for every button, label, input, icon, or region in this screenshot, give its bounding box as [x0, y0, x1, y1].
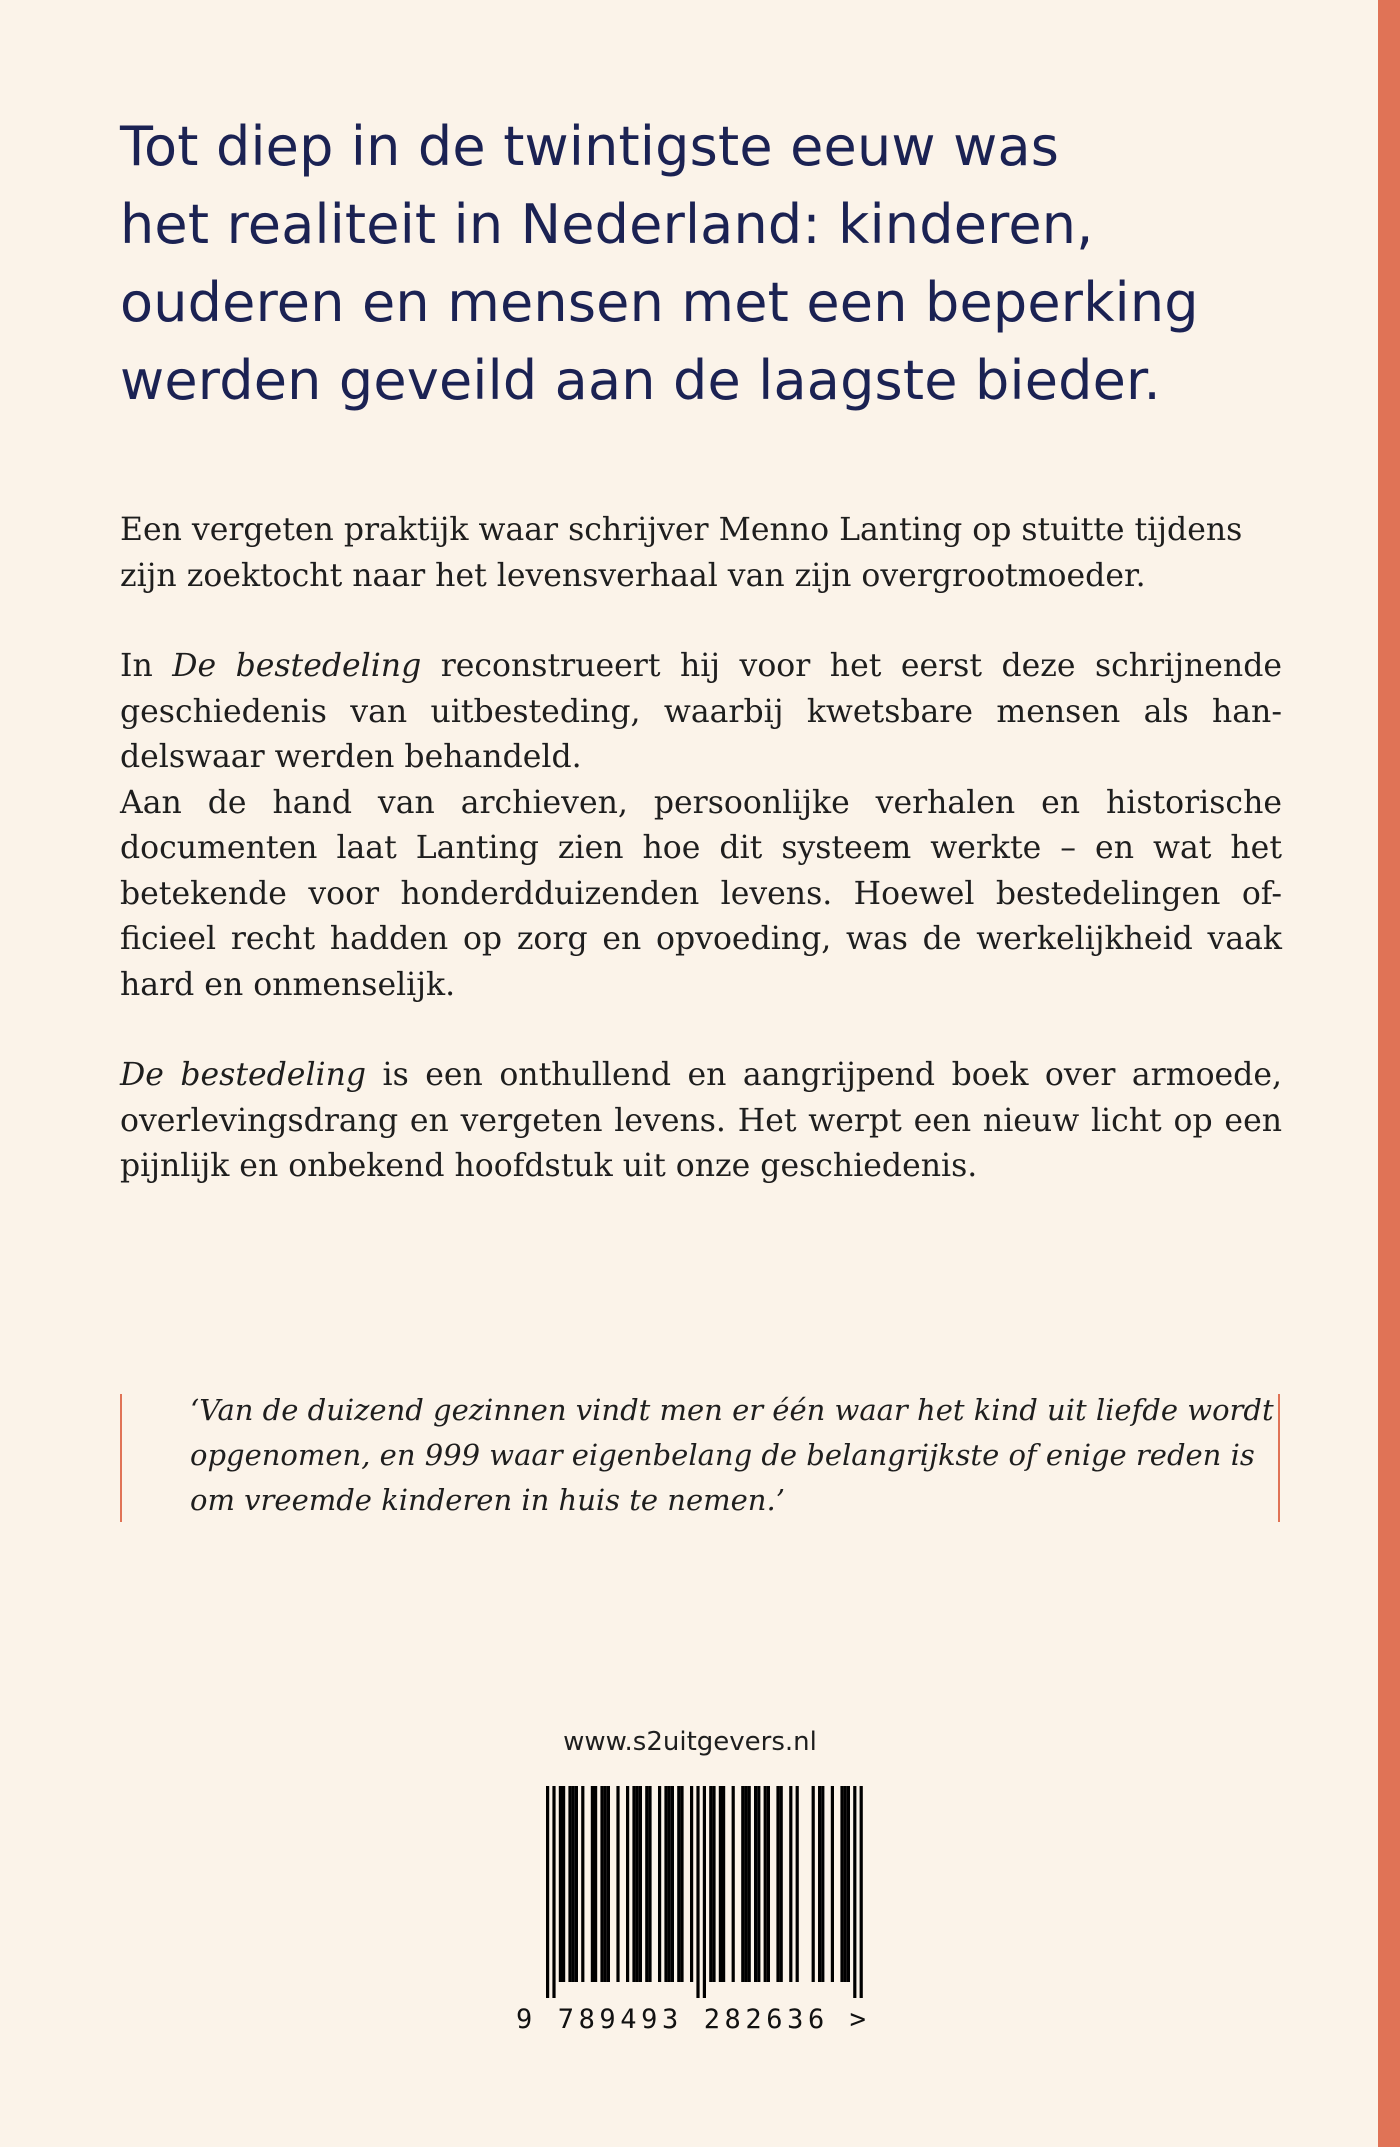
barcode-bar — [789, 1786, 792, 1982]
text-line: ficieel recht hadden op zorg en opvoeding, was de werkelijkheid vaak — [120, 921, 1282, 957]
isbn-number: 9 789493 282636 > — [516, 2004, 871, 2035]
headline-line: het realiteit in Nederland: kinderen, — [120, 193, 1094, 256]
blurb-paragraph-1 — [120, 508, 1282, 599]
text-line: Aan de hand van archieven, persoonlijke verhalen en historische — [120, 784, 1282, 821]
barcode-bar — [581, 1786, 584, 1982]
barcode-bar — [796, 1786, 799, 1982]
barcode-bar — [741, 1786, 744, 1982]
barcode-bar — [696, 1786, 699, 1998]
barcode-bar — [860, 1786, 863, 1998]
barcode-bar — [831, 1786, 834, 1982]
barcode-bar — [559, 1786, 562, 1982]
barcode-bar — [677, 1786, 680, 1982]
barcode-bar — [552, 1786, 555, 1998]
text-line — [120, 644, 1282, 690]
barcode-bar — [668, 1786, 671, 1982]
barcode-bar — [632, 1786, 635, 1982]
barcode — [536, 1786, 866, 2036]
headline-line: Tot diep in de twintigste eeuw was — [120, 115, 1060, 178]
text-line: betekende voor honderdduizenden levens. Hoewel bestedelingen of- — [120, 875, 1282, 912]
barcode-bar — [591, 1786, 594, 1982]
headline — [120, 108, 1300, 420]
text-line: overlevingsdrang en vergeten levens. Het werpt een nieuw licht op een — [120, 1102, 1282, 1139]
barcode-bar — [671, 1786, 674, 1982]
barcode-bar — [744, 1786, 747, 1982]
text-line: hard en onmenselijk. — [120, 966, 456, 1003]
barcode-bar — [562, 1786, 565, 1982]
barcode-bar — [568, 1786, 571, 1982]
barcode-bar — [748, 1786, 751, 1982]
blurb-paragraph-2 — [120, 644, 1282, 781]
text-line: pijnlijk en onbekend hoofdstuk uit onze geschiedenis. — [120, 1148, 978, 1184]
text-line — [120, 1053, 1282, 1099]
spine-stripe — [1378, 0, 1400, 2147]
barcode-bars — [536, 1786, 866, 1998]
barcode-bar — [664, 1786, 667, 1982]
text-line: Een vergeten praktijk waar schrijver Menno Lanting op stuitte tijdens — [120, 512, 1243, 548]
quote-text — [190, 1388, 1274, 1523]
quote-line: om vreemde kinderen in huis te nemen.’ — [190, 1483, 785, 1517]
book-title: De bestedeling — [120, 1057, 367, 1093]
barcode-bar — [600, 1786, 603, 1982]
headline-line: werden geveild aan de laagste bieder. — [120, 349, 1161, 412]
barcode-bar — [853, 1786, 856, 1998]
barcode-bar — [658, 1786, 661, 1982]
barcode-bar — [546, 1786, 549, 1998]
barcode-bar — [607, 1786, 610, 1982]
barcode-bar — [594, 1786, 597, 1982]
barcode-bar — [821, 1786, 824, 1982]
barcode-bar — [847, 1786, 850, 1982]
line-rest: is een onthullend en aangrijpend boek over armoede, — [366, 1057, 1282, 1093]
barcode-bar — [818, 1786, 821, 1982]
text-line: documenten laat Lanting zien hoe dit systeem werkte – en wat het — [120, 830, 1282, 866]
barcode-bar — [812, 1786, 815, 1982]
text-line: geschiedenis van uitbesteding, waarbij kwetsbare mensen als han- — [120, 693, 1282, 730]
barcode-bar — [575, 1786, 578, 1982]
barcode-bar — [703, 1786, 706, 1998]
blurb — [120, 508, 1282, 1190]
barcode-bar — [572, 1786, 575, 1982]
barcode-bar — [767, 1786, 770, 1982]
quote-line: ‘Van de duizend gezinnen vindt men er één waar het kind uit liefde wordt — [190, 1393, 1274, 1427]
barcode-bar — [616, 1786, 619, 1982]
barcode-bar — [840, 1786, 843, 1982]
book-title: De bestedeling — [172, 648, 422, 684]
barcode-bar — [626, 1786, 629, 1982]
blurb-paragraph-4 — [120, 1053, 1282, 1190]
barcode-bar — [709, 1786, 712, 1982]
barcode-bar — [604, 1786, 607, 1982]
barcode-bar — [648, 1786, 651, 1982]
pull-quote — [120, 1394, 1280, 1522]
barcode-bar — [690, 1786, 693, 1982]
barcode-bar — [732, 1786, 735, 1982]
barcode-bar — [764, 1786, 767, 1982]
barcode-bar — [712, 1786, 715, 1982]
text-line: delswaar werden behandeld. — [120, 739, 582, 775]
barcode-bar — [844, 1786, 847, 1982]
barcode-bar — [680, 1786, 683, 1982]
barcode-bar — [639, 1786, 642, 1982]
blurb-paragraph-3 — [120, 781, 1282, 1009]
barcode-bar — [776, 1786, 779, 1982]
text-line: zijn zoektocht naar het levensverhaal van zijn overgrootmoeder. — [120, 557, 1146, 594]
publisher-website: www.s2uitgevers.nl — [563, 1727, 817, 1757]
barcode-bar — [636, 1786, 639, 1982]
line-rest: reconstrueert hij voor het eerst deze schrijnende — [421, 648, 1282, 684]
barcode-bar — [754, 1786, 757, 1982]
barcode-bar — [719, 1786, 722, 1982]
lead-in: In — [120, 648, 173, 684]
barcode-bar — [645, 1786, 648, 1982]
quote-line: opgenomen, en 999 waar eigenbelang de belangrijkste of enige reden is — [190, 1438, 1255, 1472]
headline-line: ouderen en mensen met een beperking — [120, 271, 1199, 334]
barcode-bar — [780, 1786, 783, 1982]
barcode-bar — [722, 1786, 725, 1982]
barcode-bar — [757, 1786, 760, 1982]
